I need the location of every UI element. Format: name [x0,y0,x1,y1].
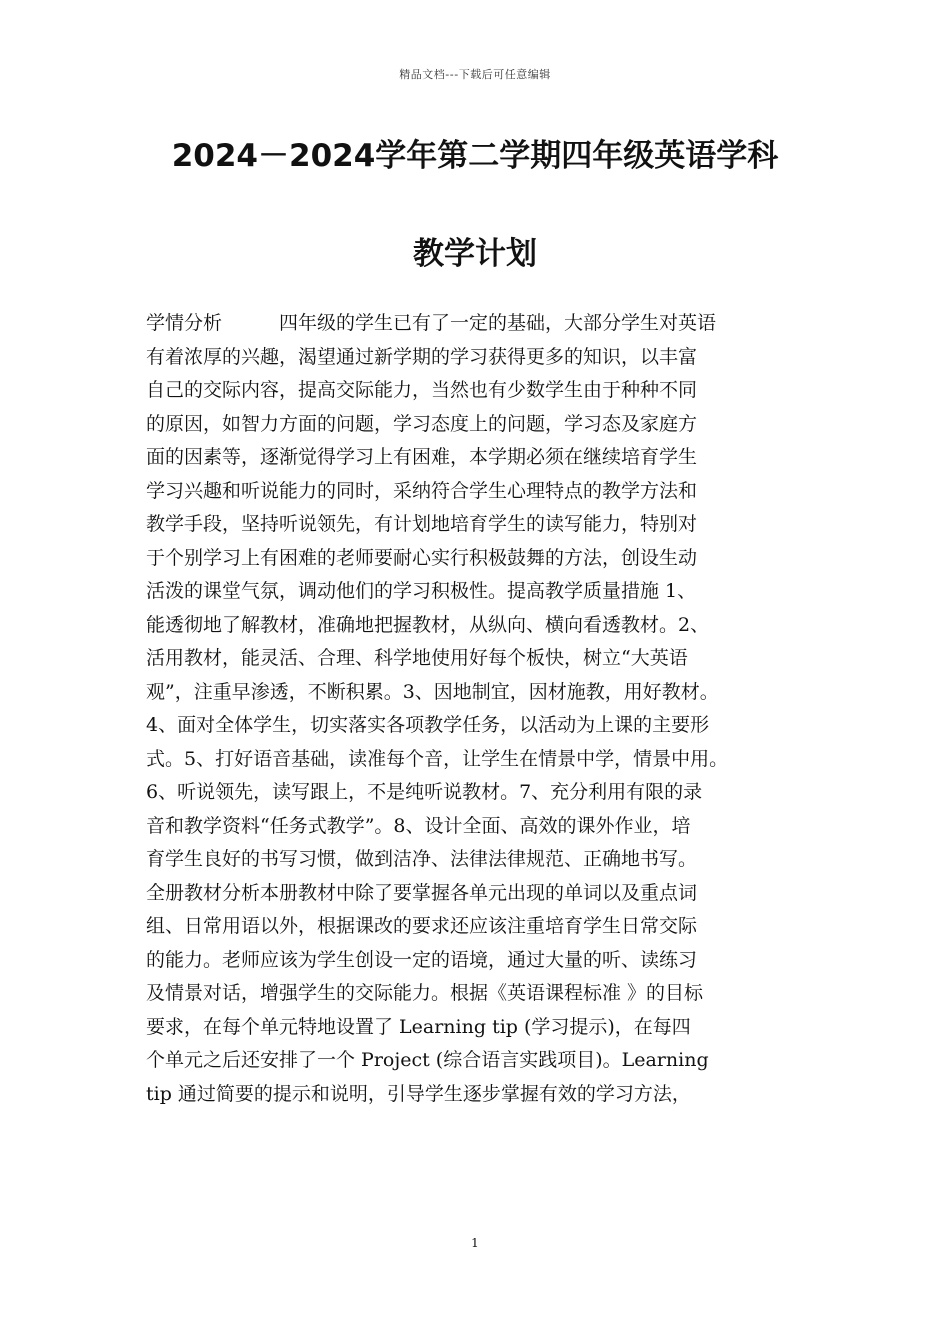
body-line: 面的因素等，逐渐觉得学习上有困难，本学期必须在继续培育学生 [146,446,698,468]
body-line: 学情分析 四年级的学生已有了一定的基础，大部分学生对英语 [146,312,717,334]
document-title-line-2: 教学计划 [413,236,537,272]
body-line: 及情景对话，增强学生的交际能力。根据《英语课程标准 》的目标 [146,982,704,1004]
body-line: tip 通过简要的提示和说明，引导学生逐步掌握有效的学习方法， [146,1082,691,1105]
document-body [146,307,818,1111]
body-line: 教学手段，坚持听说领先，有计划地培育学生的读写能力，特别对 [146,513,698,535]
body-line: 全册教材分析本册教材中除了要掌握各单元出现的单词以及重点词 [146,881,698,904]
body-line: 要求，在每个单元特地设置了 Learning tip (学习提示)，在每四 [146,1015,691,1038]
body-line: 音和教学资料“任务式教学”。8、设计全面、高效的课外作业，培 [146,814,691,837]
body-line: 的能力。老师应该为学生创设一定的语境，通过大量的听、读练习 [146,948,698,971]
body-line: 4、面对全体学生，切实落实各项教学任务，以活动为上课的主要形 [146,714,710,736]
body-line: 式。5、打好语音基础，读准每个音，让学生在情景中学，情景中用。 [146,747,729,770]
body-line: 个单元之后还安排了一个 Project (综合语言实践项目)。Learning [146,1049,709,1071]
body-line: 6、听说领先，读写跟上，不是纯听说教材。7、充分利用有限的录 [146,781,703,803]
body-line: 活泼的课堂气氛，调动他们的学习积极性。提高教学质量措施 1、 [146,580,697,602]
body-line: 活用教材，能灵活、合理、科学地使用好每个板快，树立“大英语 [146,647,688,669]
body-line: 自己的交际内容，提高交际能力，当然也有少数学生由于种种不同 [146,379,698,401]
body-line: 学习兴趣和听说能力的同时，采纳符合学生心理特点的教学方法和 [146,479,698,502]
body-line: 育学生良好的书写习惯，做到洁净、法律法律规范、正确地书写。 [146,848,698,870]
body-line: 于个别学习上有困难的老师要耐心实行积极鼓舞的方法，创设生动 [146,546,698,569]
page-number: 1 [471,1236,479,1250]
document-header-note: 精品文档---下载后可任意编辑 [399,68,551,81]
document-title-line-1: 2024－2024学年第二学期四年级英语学科 [171,138,779,174]
body-line: 组、日常用语以外，根据课改的要求还应该注重培育学生日常交际 [146,915,698,937]
body-line: 能透彻地了解教材，准确地把握教材，从纵向、横向看透教材。2、 [146,613,710,636]
body-line: 观”，注重早渗透，不断积累。3、因地制宜，因材施教，用好教材。 [146,680,719,703]
body-line: 有着浓厚的兴趣，渴望通过新学期的学习获得更多的知识，以丰富 [146,345,698,368]
body-line: 的原因，如智力方面的问题，学习态度上的问题，学习态及家庭方 [146,412,698,435]
